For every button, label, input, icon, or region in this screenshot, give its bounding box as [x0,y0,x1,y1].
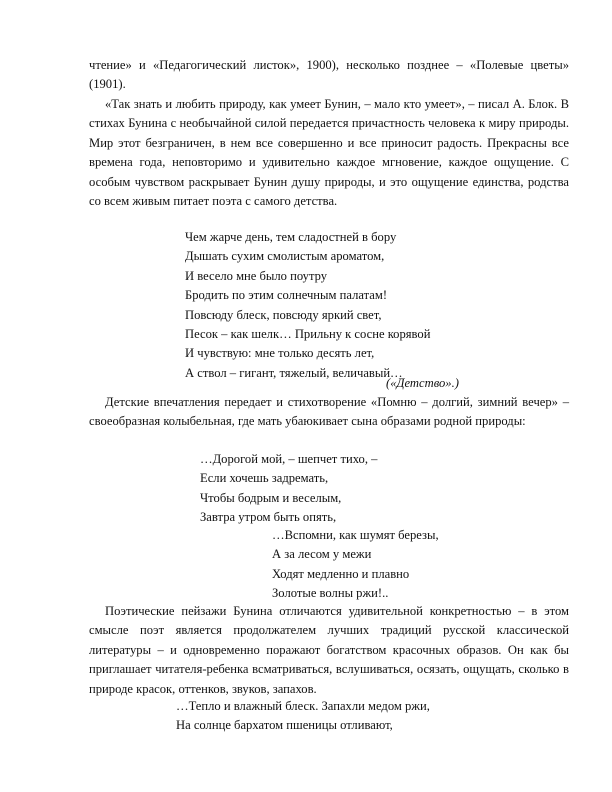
poem-line: Завтра утром быть опять, [200,510,337,525]
poem-line: Песок – как шелк… Прильну к сосне корявой [185,326,431,341]
poem-line: …Дорогой мой, – шепчет тихо, – [200,452,378,466]
poem-line: …Тепло и влажный блеск. Запахли медом ржи, [176,699,430,713]
poem-childhood [185,228,430,383]
poem-field [176,697,430,736]
paragraph-landscapes: Поэтические пейзажи Бунина отличаются удивительной конкретностью – в этом смысле поэт является продолжателем лучших традиций русской классической литературы – и одновременно поражают богатством красочных образов. Он как бы приглашает читателя-ребенка всматриваться, вслушиваться, осязать, ощущать, сколько в природе красок, оттенков, звуков, запахов. [89,604,569,696]
poem-line: На солнце бархатом пшеницы отливают, [176,718,393,733]
poem-lullaby-part2 [272,526,439,604]
poem-lullaby-part1 [200,450,377,528]
poem-line: И чувствую: мне только десять лет, [185,346,375,361]
poem-line: Золотые волны ржи!.. [272,586,389,601]
poem-line: Бродить по этим солнечным палатам! [185,288,388,303]
poem-caption: («Детство».) [386,376,459,390]
poem-line: А ствол – гигант, тяжелый, величавый… [185,365,403,380]
paragraph-lullaby-intro: Детские впечатления передает и стихотворение «Помню – долгий, зимний вечер» – своеобразная колыбельная, где мать убаюкивает сына образами родной природы: [89,395,569,429]
paragraph-intro-continuation: чтение» и «Педагогический листок», 1900), несколько позднее – «Полевые цветы» (1901). [89,58,569,92]
paragraph-blok-quote: «Так знать и любить природу, как умеет Бунин, – мало кто умеет», – писал А. Блок. В стихах Бунина с необычайной силой передается причастность человека к миру природы. Мир этот безграничен, в нем все совершенно и все приносит радость. Прекрасны все времена года, неповторимо и удивительно каждое мгновение, каждое ощущение. С особым чувством раскрывает Бунин душу природы, и это ощущение единства, родства со всем живым питает поэта с самого детства. [89,97,569,209]
poem-line: И весело мне было поутру [185,268,328,283]
poem-line: …Вспомни, как шумят березы, [272,528,439,542]
poem-line: Чтобы бодрым и веселым, [200,490,342,505]
poem-line: Ходят медленно и плавно [272,566,410,581]
poem-line: Чем жарче день, тем сладостней в бору [185,230,397,244]
poem-line: Если хочешь задремать, [200,471,329,486]
poem-line: Дышать сухим смолистым ароматом, [185,249,385,264]
poem-line: А за лесом у межи [272,547,372,562]
poem-line: Повсюду блеск, повсюду яркий свет, [185,307,382,322]
